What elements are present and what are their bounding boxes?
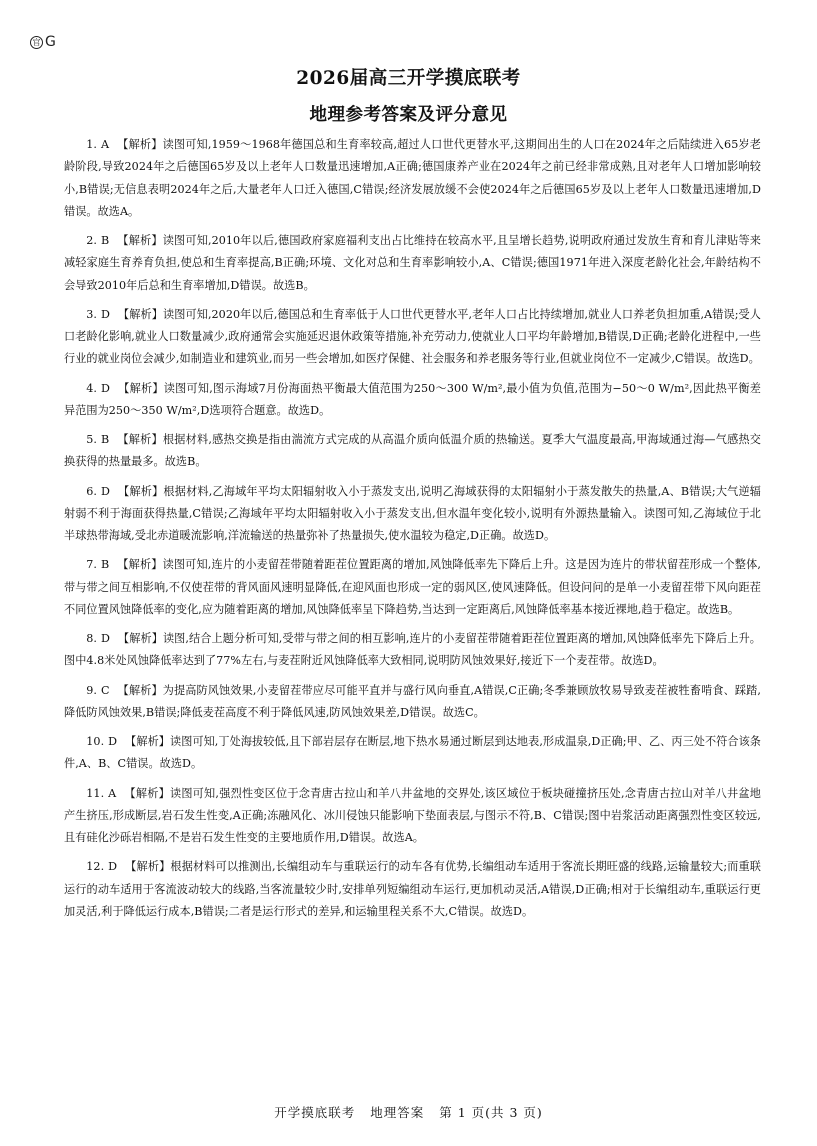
item-number: 4. — [86, 381, 98, 395]
item-answer: D — [101, 632, 111, 645]
item-explanation: 【解析】读图可知,1959～1968年德国总和生育率较高,超过人口世代更替水平,这期间出生的人口在2024年之后陆续进入65岁老龄阶段,导致2024年之后德国65岁及以上老年人口数量迅速增加,A正确;德国康养产业在2024年之前已经非常成熟,且对老年人口增加影响较小,B错误;无信息表明2024年之后,大量老年人口迁入德国,C错误;经济发展放缓不会使2024年之后德国65岁及以上老年人口数量迅速增加,D错误。故选A。 — [64, 138, 761, 218]
exam-title: 2026届高三开学摸底联考 — [296, 68, 521, 89]
item-explanation: 【解析】读图可知,连片的小麦留茬带随着距茬位置距离的增加,风蚀降低率先下降后上升。这是因为连片的带状留茬形成一个整体,带与带之间互相影响,不仅使茬带的背风面风速明显降低,在迎风面也形成一定的弱风区,使风速降低。但设问问的是单一小麦留茬带下风向距茬不同位置风蚀降低率的变化,应为随着距离的增加,风蚀降低率呈下降趋势,当达到一定距离后,风蚀降低率基本接近裸地,趋于稳定。故选B。 — [64, 558, 761, 616]
item-number: 6. — [86, 484, 98, 498]
publisher-logo — [30, 34, 56, 50]
item-answer: B — [101, 433, 110, 446]
item-answer: A — [101, 138, 110, 151]
answer-item — [64, 731, 761, 776]
item-number: 7. — [86, 558, 98, 572]
item-number: 1. — [86, 138, 98, 151]
item-answer: C — [101, 683, 110, 697]
footer-subject: 地理答案 — [370, 1105, 425, 1120]
item-number: 3. — [86, 307, 98, 321]
answer-item — [64, 304, 761, 371]
item-number: 2. — [86, 234, 98, 247]
item-answer: A — [108, 786, 117, 800]
document-subtitle: 地理参考答案及评分意见 — [309, 105, 508, 125]
item-answer: D — [101, 381, 111, 395]
item-explanation: 【解析】读图可知,2020年以后,德国总和生育率低于人口世代更替水平,老年人口占比持续增加,就业人口养老负担加重,A错误;受人口老龄化影响,就业人口数量减少,政府通常会实施延迟退休政策等措施,补充劳动力,使就业人口平均年龄增加,B错误,D正确;老龄化进程中,一些行业的就业岗位会减少,如制造业和建筑业,而另一些会增加,如医疗保健、社会服务和养老服务等行业,但就业岗位不一定减少,C错误。故选D。 — [64, 307, 761, 366]
item-explanation: 【解析】读图可知,丁处海拔较低,且下部岩层存在断层,地下热水易通过断层到达地表,形成温泉,D正确;甲、乙、丙三处不符合该条件,A、B、C错误。故选D。 — [64, 735, 761, 771]
item-explanation: 【解析】读图可知,2010年以后,德国政府家庭福利支出占比维持在较高水平,且呈增长趋势,说明政府通过发放生育和育儿津贴等来减轻家庭生育养育负担,使总和生育率提高,B正确;环境、文化对总和生育率影响较小,A、C错误;德国1971年进入深度老龄化社会,年龄结构不会导致2010年后总和生育率增加,D错误。故选B。 — [64, 234, 761, 292]
item-explanation: 【解析】根据材料,感热交换是指由湍流方式完成的从高温介质向低温介质的热输送。夏季大气温度最高,甲海域通过海—气感热交换获得的热量最多。故选B。 — [64, 433, 761, 469]
answer-item — [64, 230, 761, 297]
answer-item — [64, 680, 761, 725]
item-number: 12. — [86, 860, 105, 874]
item-explanation: 【解析】读图,结合上题分析可知,受带与带之间的相互影响,连片的小麦留茬带随着距茬位置距离的增加,风蚀降低率先下降后上升。图中4.8米处风蚀降低率达到了77%左右,与麦茬附近风蚀降低率大致相同,说明防风蚀效果好,接近下一个麦茬带。故选D。 — [64, 632, 761, 668]
answer-item — [64, 378, 761, 423]
answer-item — [64, 429, 761, 474]
page-footer — [0, 1103, 817, 1121]
item-answer: B — [101, 558, 110, 572]
item-explanation: 【解析】为提高防风蚀效果,小麦留茬带应尽可能平直并与盛行风向垂直,A错误,C正确;冬季兼顾放牧易导致麦茬被牲畜啃食、踩踏,降低防风蚀效果,B错误;降低麦茬高度不利于降低风速,防风蚀效果差,D错误。故选C。 — [64, 683, 761, 719]
answer-list — [64, 134, 761, 930]
answer-item — [64, 481, 761, 548]
footer-page-number: 第 1 页(共 3 页) — [439, 1105, 543, 1120]
logo-mark: 官 — [30, 36, 43, 49]
answer-item — [64, 783, 761, 850]
item-number: 9. — [86, 683, 98, 697]
item-explanation: 【解析】读图可知,图示海域7月份海面热平衡最大值范围为250～300 W/m²,最小值为负值,范围为−50～0 W/m²,因此热平衡差异范围为250～350 W/m²,D选项符合题意。故选D。 — [64, 381, 761, 417]
item-answer: D — [108, 860, 118, 874]
answer-item — [64, 554, 761, 621]
item-number: 11. — [86, 786, 105, 800]
item-answer: D — [108, 735, 118, 748]
item-answer: D — [101, 484, 111, 498]
item-explanation: 【解析】读图可知,强烈性变区位于念青唐古拉山和羊八井盆地的交界处,该区域位于板块碰撞挤压处,念青唐古拉山对羊八井盆地产生挤压,形成断层,岩石发生性变,A正确;冻融风化、冰川侵蚀只能影响下垫面表层,与图示不符,B、C错误;图中岩浆活动距离强烈性变区较远,且有硅化沙砾岩相隔,不是岩石发生性变的主要地质作用,D错误。故选A。 — [64, 786, 761, 844]
answer-item — [64, 856, 761, 923]
logo-text: G — [45, 34, 56, 50]
answer-item — [64, 134, 761, 223]
item-explanation: 【解析】根据材料可以推测出,长编组动车与重联运行的动车各有优势,长编组动车适用于客流长期旺盛的线路,运输量较大;而重联运行的动车适用于客流波动较大的线路,当客流量较少时,安排单列短编组动车运行,更加机动灵活,A错误,D正确;相对于长编组动车,重联运行更加灵活,利于降低运行成本,B错误;二者是运行形式的差异,和运输里程关系不大,C错误。故选D。 — [64, 860, 761, 918]
item-number: 5. — [86, 433, 98, 446]
item-answer: B — [101, 234, 110, 247]
item-answer: D — [101, 307, 111, 321]
item-number: 8. — [86, 632, 98, 645]
answer-item — [64, 628, 761, 673]
footer-exam: 开学摸底联考 — [274, 1105, 356, 1120]
item-number: 10. — [86, 735, 105, 748]
item-explanation: 【解析】根据材料,乙海域年平均太阳辐射收入小于蒸发支出,说明乙海域获得的太阳辐射小于蒸发散失的热量,A、B错误;大气逆辐射弱不利于海面获得热量,C错误;乙海域年平均太阳辐射收入小于蒸发支出,但水温年变化较小,说明有外源热量输入。读图可知,乙海域位于北半球热带海域,受北赤道暖流影响,洋流输送的热量弥补了热量损失,使水温较为稳定,D正确。故选D。 — [64, 484, 761, 542]
